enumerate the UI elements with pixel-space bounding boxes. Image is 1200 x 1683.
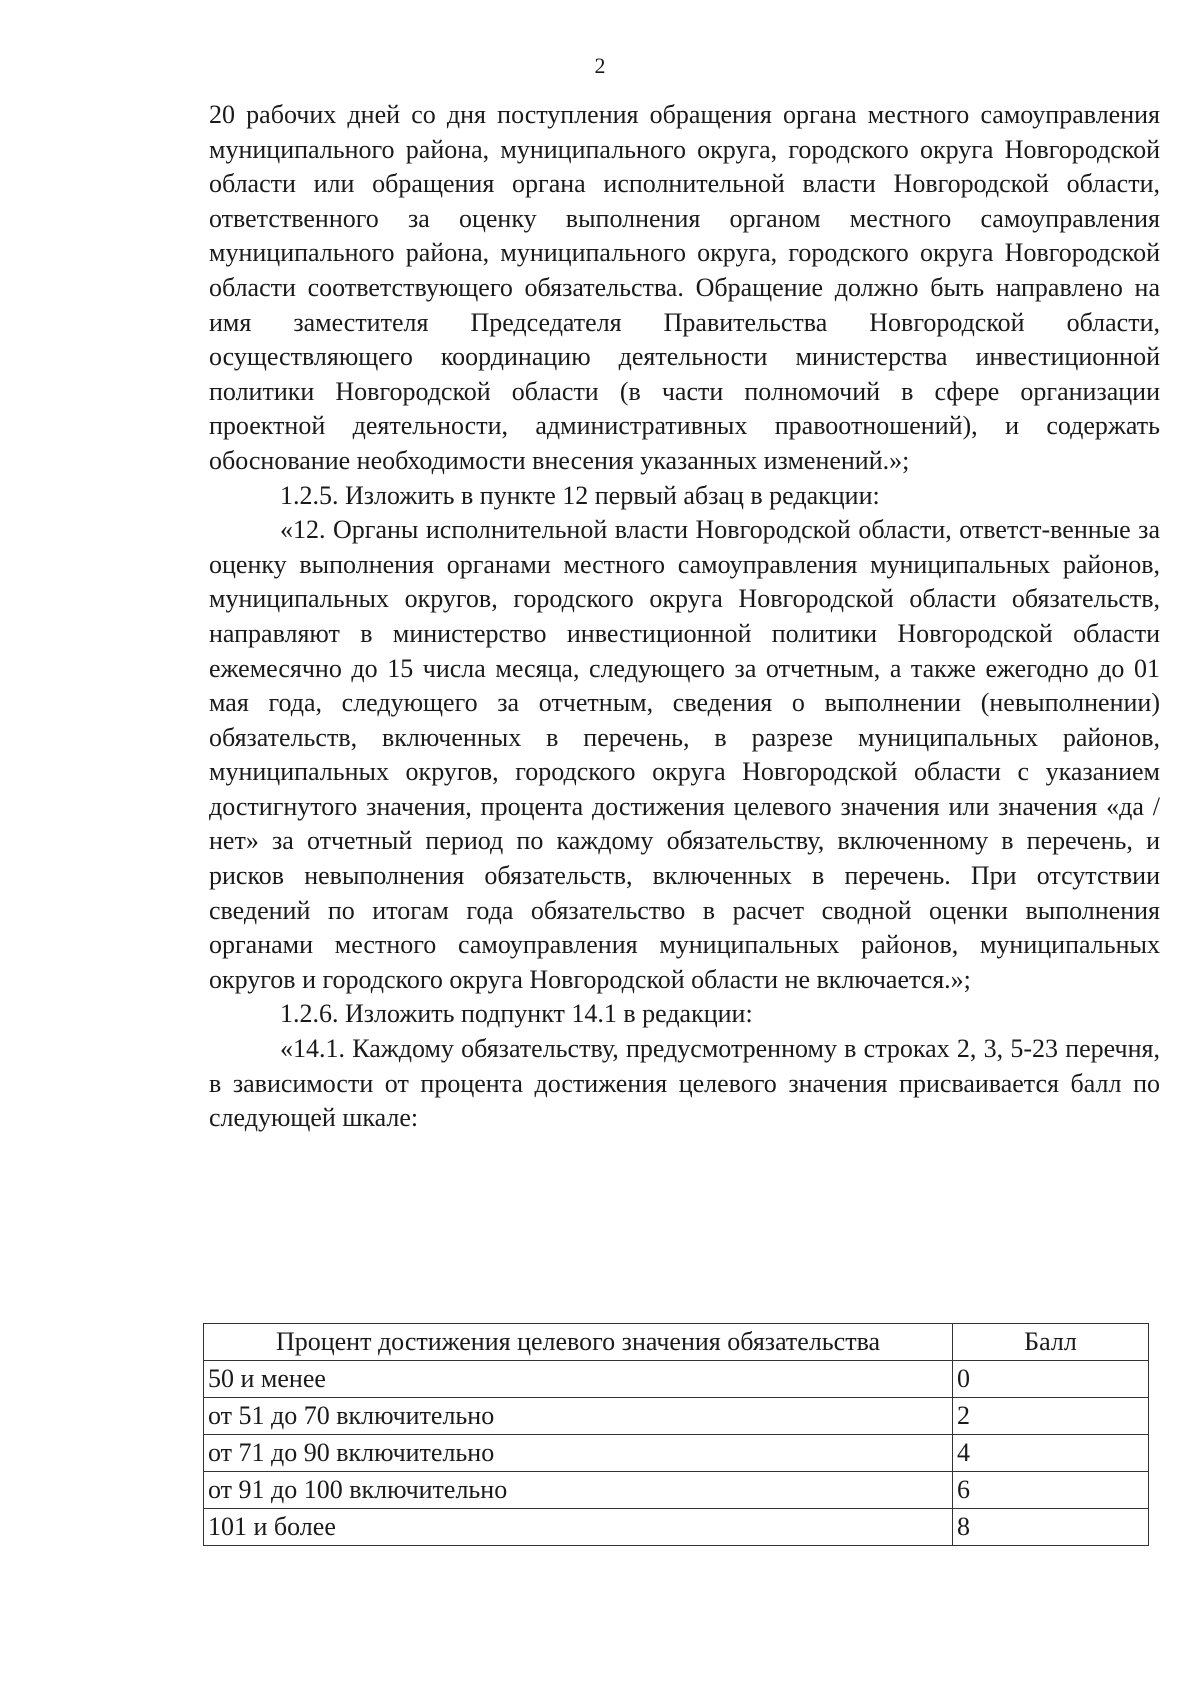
table-row: [204, 1398, 1149, 1435]
table-row: [204, 1435, 1149, 1472]
header-percent: Процент достижения целевого значения обязательства: [204, 1324, 953, 1361]
cell-percent: от 71 до 90 включительно: [204, 1435, 953, 1472]
table-row: [204, 1361, 1149, 1398]
cell-score: 0: [953, 1361, 1149, 1398]
cell-percent: 101 и более: [204, 1509, 953, 1546]
header-score: Балл: [953, 1324, 1149, 1361]
page-number: 2: [594, 53, 606, 78]
paragraph-item-12: «12. Органы исполнительной власти Новгородской области, ответст-венные за оценку выполнения органами местного самоуправления муниципальных районов, муниципальных округов, городского округа Новгородской области обязательств, направляют в министерство инвестиционной политики Новгородской области ежемесячно до 15 числа месяца, следующего за отчетным, а также ежегодно до 01 мая года, следующего за отчетным, сведения о выполнении (невыполнении) обязательств, включенных в перечень, в разрезе муниципальных районов, муниципальных округов, городского округа Новгородской области с указанием достигнутого значения, процента достижения целевого значения или значения «да / нет» за отчетный период по каждому обязательству, включенному в перечень, и рисков невыполнения обязательств, включенных в перечень. При отсутствии сведений по итогам года обязательство в расчет сводной оценки выполнения органами местного самоуправления муниципальных районов, муниципальных округов и городского округа Новгородской области не включается.»;: [209, 515, 1160, 994]
paragraph-item-1-2-5: 1.2.5. Изложить в пункте 12 первый абзац в редакции:: [280, 480, 880, 510]
cell-score: 8: [953, 1509, 1149, 1546]
cell-percent: от 51 до 70 включительно: [204, 1398, 953, 1435]
score-scale-table: [203, 1323, 1149, 1546]
table-row: [204, 1509, 1149, 1546]
paragraph-continuation: 20 рабочих дней со дня поступления обращения органа местного самоуправления муниципального района, муниципального округа, городского округа Новгородской области или обращения органа исполнительной власти Новгородской области, ответственного за оценку выполнения органом местного самоуправления муниципального района, муниципального округа, городского округа Новгородской области соответствующего обязательства. Обращение должно быть направлено на имя заместителя Председателя Правительства Новгородской области, осуществляющего координацию деятельности министерства инвестиционной политики Новгородской области (в части полномочий в сфере организации проектной деятельности, административных правоотношений), и содержать обоснование необходимости внесения указанных изменений.»;: [209, 100, 1160, 475]
table-row: [204, 1472, 1149, 1509]
table-header-row: [204, 1324, 1149, 1361]
cell-score: 4: [953, 1435, 1149, 1472]
paragraph-item-1-2-6: 1.2.6. Изложить подпункт 14.1 в редакции:: [280, 999, 753, 1029]
paragraph-item-14-1: «14.1. Каждому обязательству, предусмотренному в строках 2, 3, 5-23 перечня, в зависимости от процента достижения целевого значения присваивается балл по следующей шкале:: [209, 1034, 1160, 1133]
cell-percent: 50 и менее: [204, 1361, 953, 1398]
document-body: [209, 98, 1160, 1136]
cell-percent: от 91 до 100 включительно: [204, 1472, 953, 1509]
cell-score: 6: [953, 1472, 1149, 1509]
cell-score: 2: [953, 1398, 1149, 1435]
